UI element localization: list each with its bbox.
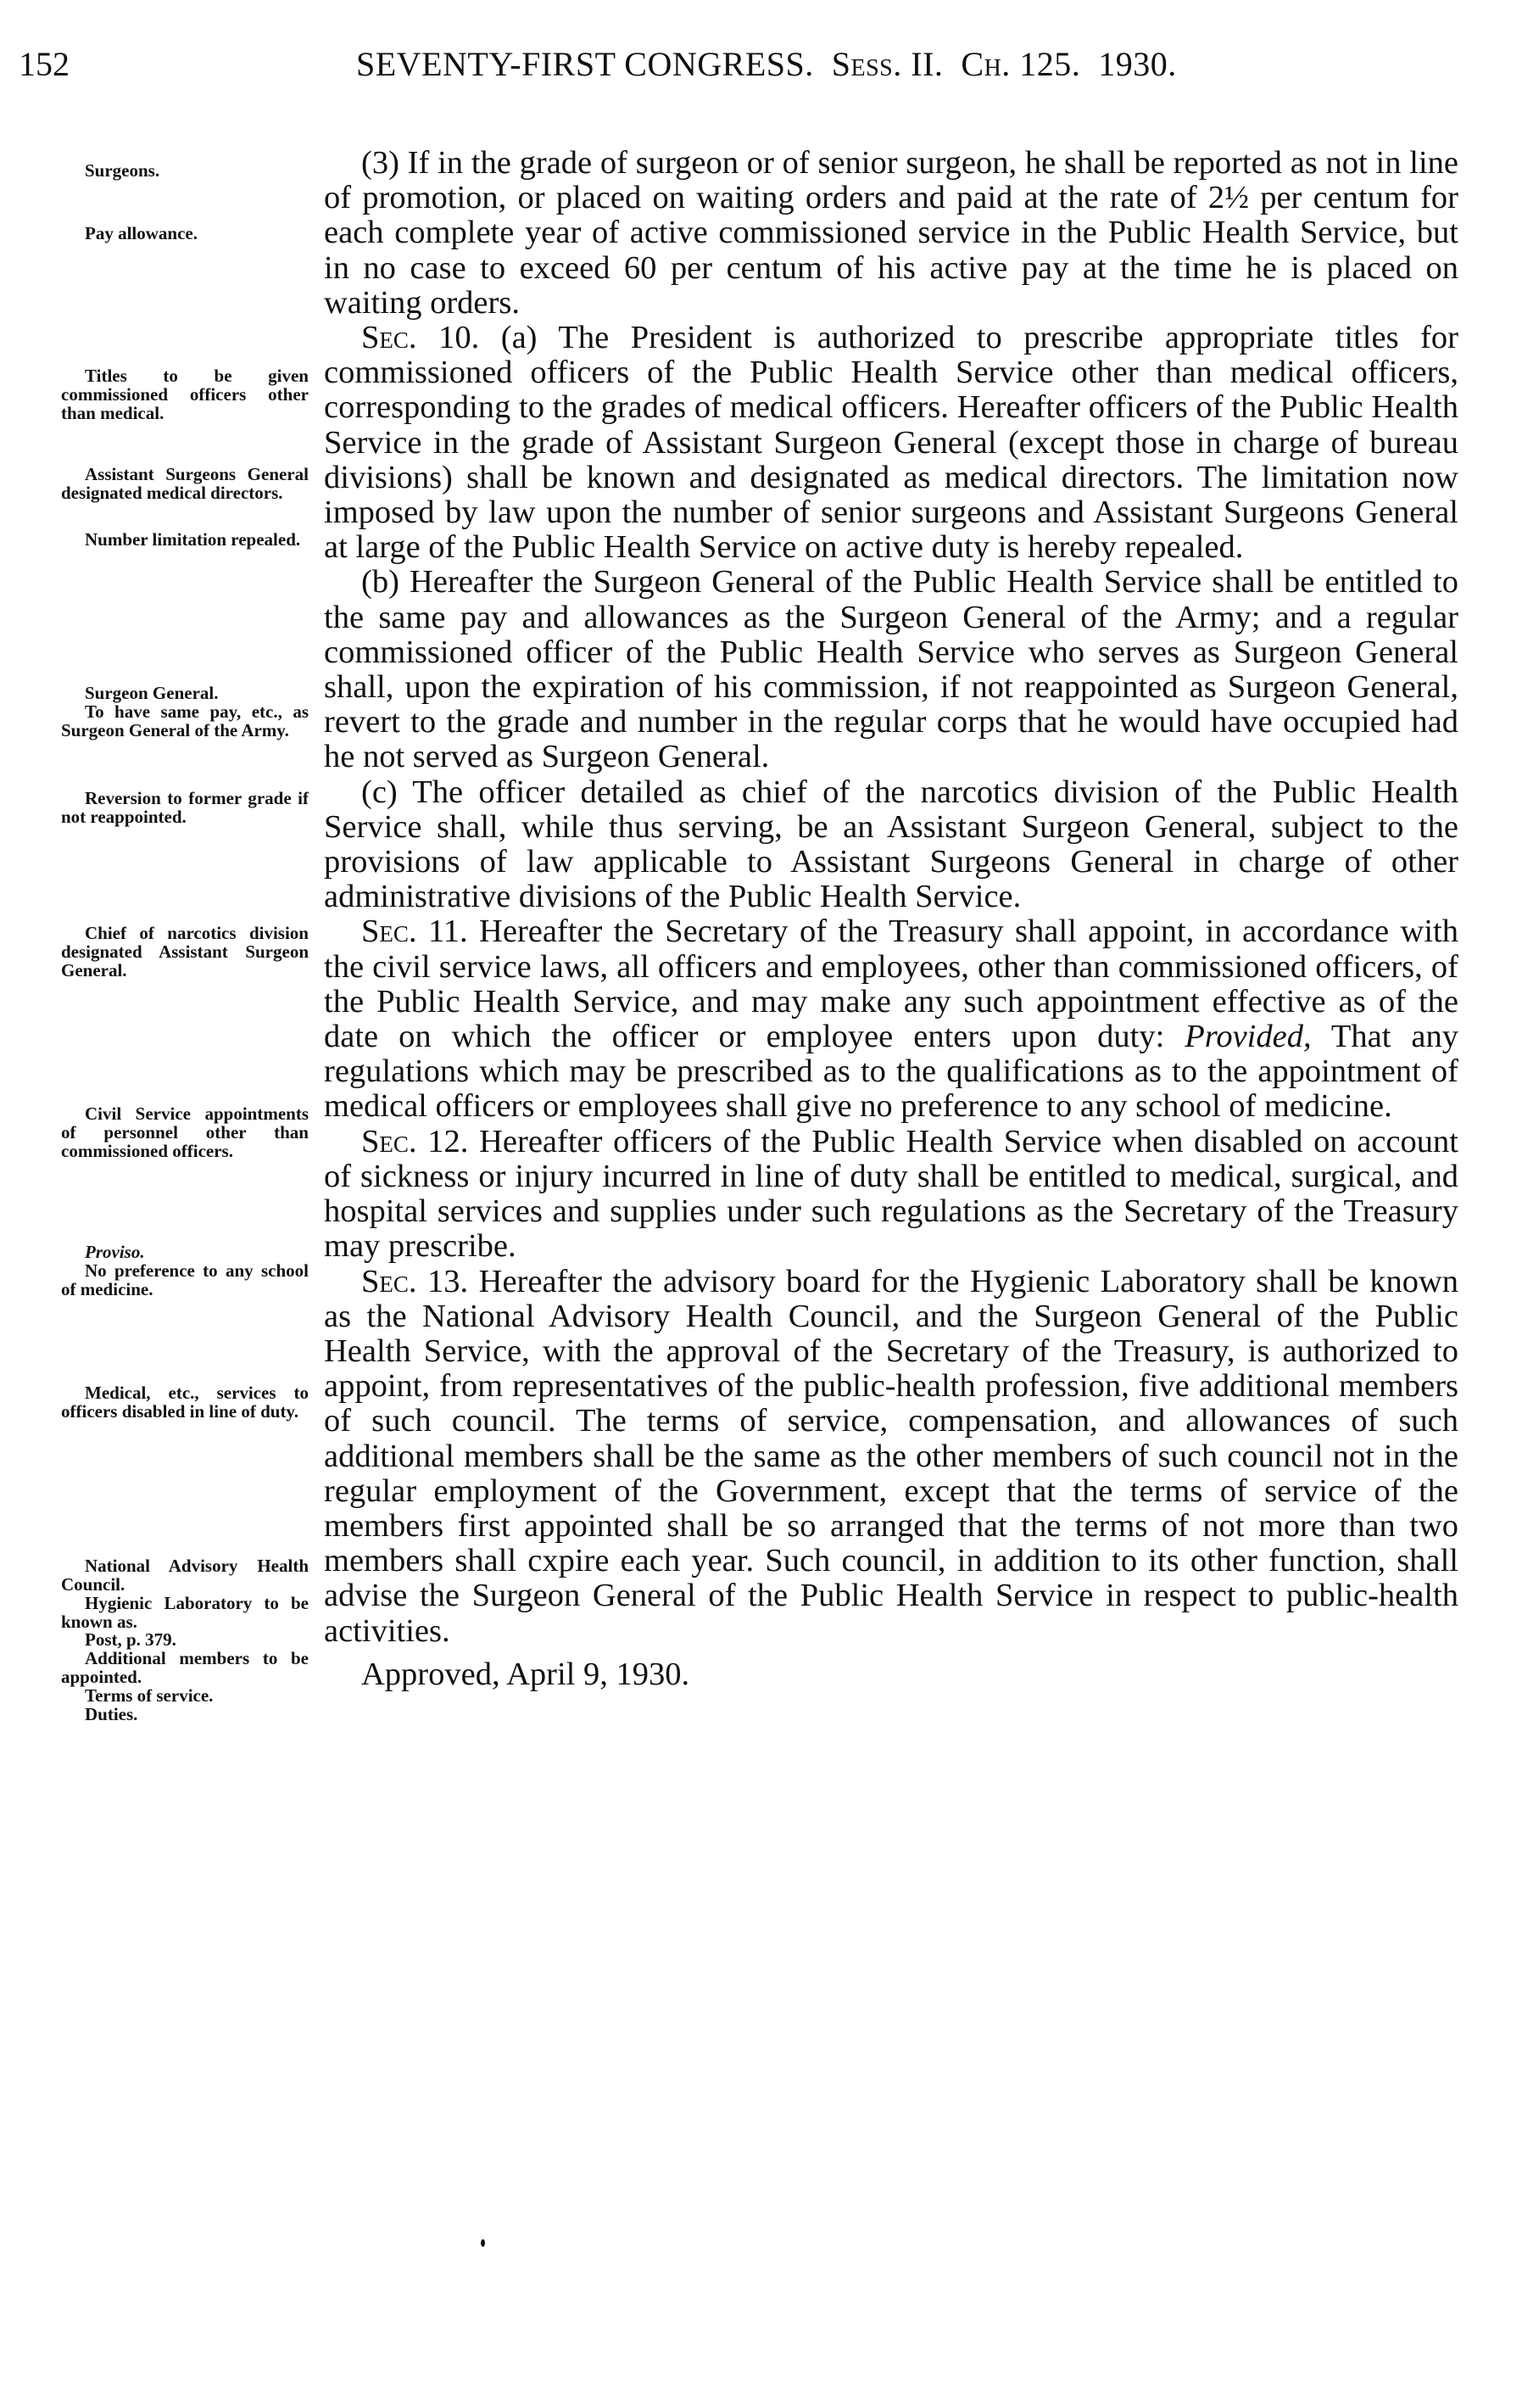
section-13: [324, 1265, 1458, 1649]
section-label: Sec. 10.: [361, 320, 480, 356]
margin-note-text: Titles to be given commissioned officers other than medical.: [61, 366, 309, 423]
margin-note-text: Additional members to be appointed.: [61, 1648, 309, 1687]
margin-note-text: Civil Service appointments of personnel other than commissioned officers.: [61, 1103, 309, 1161]
margin-note-text: National Advisory Health Council.: [61, 1556, 309, 1595]
margin-note-text: Pay allowance.: [85, 223, 198, 243]
margin-note-text: Reversion to former grade if not reappointed.: [61, 788, 309, 827]
margin-note-text: Surgeon General.: [85, 683, 219, 703]
running-title: [356, 44, 1177, 84]
margin-note-civil-service: [61, 1104, 309, 1160]
section-text: Hereafter the advisory board for the Hygienic Laboratory shall be known as the National Advisory Health Council, and the Surgeon General of the Public Health Service, with the approval of the Secretary of the Treasury, is authorized to appoint, from representatives of the public-health profession, five additional members of such council. The terms of service, compensation, and allowances of such additional members shall be the same as the other members of such council not in the regular employment of the Government, except that the terms of service of the members first appointed shall be so arranged that the terms of not more than two members shall cxpire each year. Such council, in addition to its other function, shall advise the Surgeon General of the Public Health Service in respect to public-health activities.: [324, 1263, 1458, 1649]
margin-note-number-limitation: [61, 530, 309, 549]
margin-note-post-ref: [61, 1630, 309, 1649]
margin-note-text: Terms of service.: [85, 1685, 214, 1706]
printer-dot-mark: [481, 2239, 485, 2247]
section-text: Hereafter the Secretary of the Treasury shall appoint, in accordance with the civil service laws, all officers and employees, other than commissioned officers, of the Public Health Service, and may make any such appointment effective as of the date on which the officer or employee enters upon duty:: [324, 913, 1458, 1055]
section-text: (a) The President is authorized to prescribe appropriate titles for commissioned officers of the Public Health Service other than medical officers, corresponding to the grades of medical officers. Hereafter officers of the Public Health Service in the grade of Assistant Surgeon General (except those in charge of bureau divisions) shall be known and designated as medical directors. The limitation now imposed by law upon the number of senior surgeons and Assistant Surgeons General at large of the Public Health Service on active duty is hereby repealed.: [324, 320, 1458, 566]
margin-note-medical-services: [61, 1383, 309, 1421]
congress-title: SEVENTY-FIRST CONGRESS.: [356, 45, 814, 83]
margin-note-national-advisory: [61, 1556, 309, 1594]
margin-note-text: Surgeons.: [85, 160, 160, 181]
paragraph-3: (3) If in the grade of surgeon or of senior surgeon, he shall be reported as not in line of promotion, or placed on waiting orders and paid at the rate of 2½ per centum for each complete year of active commissioned service in the Public Health Service, but in no case to exceed 60 per centum of his active pay at the time he is placed on waiting orders.: [324, 145, 1458, 321]
section-text: That any regulations which may be prescribed as to the qualifications as to the appointment of medical officers or employees shall give no preference to any school of medicine.: [324, 1019, 1459, 1125]
margin-note-reversion: [61, 789, 309, 826]
margin-note-surgeons: [61, 161, 309, 180]
margin-note-asst-surgeons: [61, 465, 309, 502]
year-label: 1930.: [1098, 45, 1177, 83]
section-text: Hereafter officers of the Public Health Service when disabled on account of sickness or injury incurred in line of duty shall be entitled to medical, surgical, and hospital services and supplies under such regulations as the Secretary of the Treasury may prescribe.: [324, 1123, 1458, 1265]
margin-note-no-preference: [61, 1261, 309, 1299]
section-12: [324, 1125, 1458, 1265]
margin-note-additional-members: [61, 1649, 309, 1686]
page-number: 152: [19, 45, 70, 83]
section-label: Sec. 11.: [361, 913, 468, 950]
margin-note-text: Medical, etc., services to officers disabled in line of duty.: [61, 1383, 309, 1422]
margin-note-hygienic-lab: [61, 1594, 309, 1631]
margin-note-titles: [61, 366, 309, 422]
section-10b: (b) Hereafter the Surgeon General of the Public Health Service shall be entitled to the same pay and allowances as the Surgeon General of the Army; and a regular commissioned officer of the Public Health Service who serves as Surgeon General shall, upon the expiration of his commission, if not reappointed as Surgeon General, revert to the grade and number in the regular corps that he would have occupied had he not served as Surgeon General.: [324, 564, 1458, 775]
margin-note-text: Hygienic Laboratory to be known as.: [61, 1593, 309, 1632]
margin-note-text: Assistant Surgeons General designated medical directors.: [61, 464, 309, 503]
margin-note-duties: [61, 1705, 309, 1724]
section-11: [324, 914, 1458, 1124]
margin-note-text: Proviso.: [85, 1242, 145, 1262]
running-header: [19, 44, 1460, 95]
margin-note-terms: [61, 1686, 309, 1705]
chapter-label: Ch. 125.: [961, 45, 1081, 83]
margin-note-narcotics: [61, 924, 309, 980]
statute-body: [324, 146, 1458, 1692]
margin-note-surgeon-general: [61, 684, 309, 702]
margin-note-text: Duties.: [85, 1704, 138, 1724]
margin-note-text: Number limitation repealed.: [85, 529, 301, 550]
approval-date: Approved, April 9, 1930.: [361, 1656, 690, 1692]
proviso-word: Provided,: [1185, 1019, 1312, 1055]
margin-note-text: Chief of narcotics division designated Assistant Surgeon General.: [61, 923, 309, 981]
margin-note-text: No preference to any school of medicine.: [61, 1260, 309, 1299]
margin-note-proviso: [61, 1243, 309, 1261]
section-label: Sec. 12.: [361, 1123, 469, 1159]
margin-note-text: To have same pay, etc., as Surgeon General of the Army.: [61, 701, 309, 740]
section-10a: [324, 321, 1458, 565]
section-10c: (c) The officer detailed as chief of the narcotics division of the Public Health Service shall, while thus serving, be an Assistant Surgeon General, subject to the provisions of law applicable to Assistant Surgeons General in charge of other administrative divisions of the Public Health Service.: [324, 774, 1458, 915]
section-label: Sec. 13.: [361, 1263, 469, 1299]
margin-note-same-pay: [61, 702, 309, 740]
margin-note-pay-allowance: [61, 224, 309, 243]
session-label: Sess. II.: [831, 45, 944, 83]
margin-note-text: Post, p. 379.: [85, 1629, 176, 1650]
